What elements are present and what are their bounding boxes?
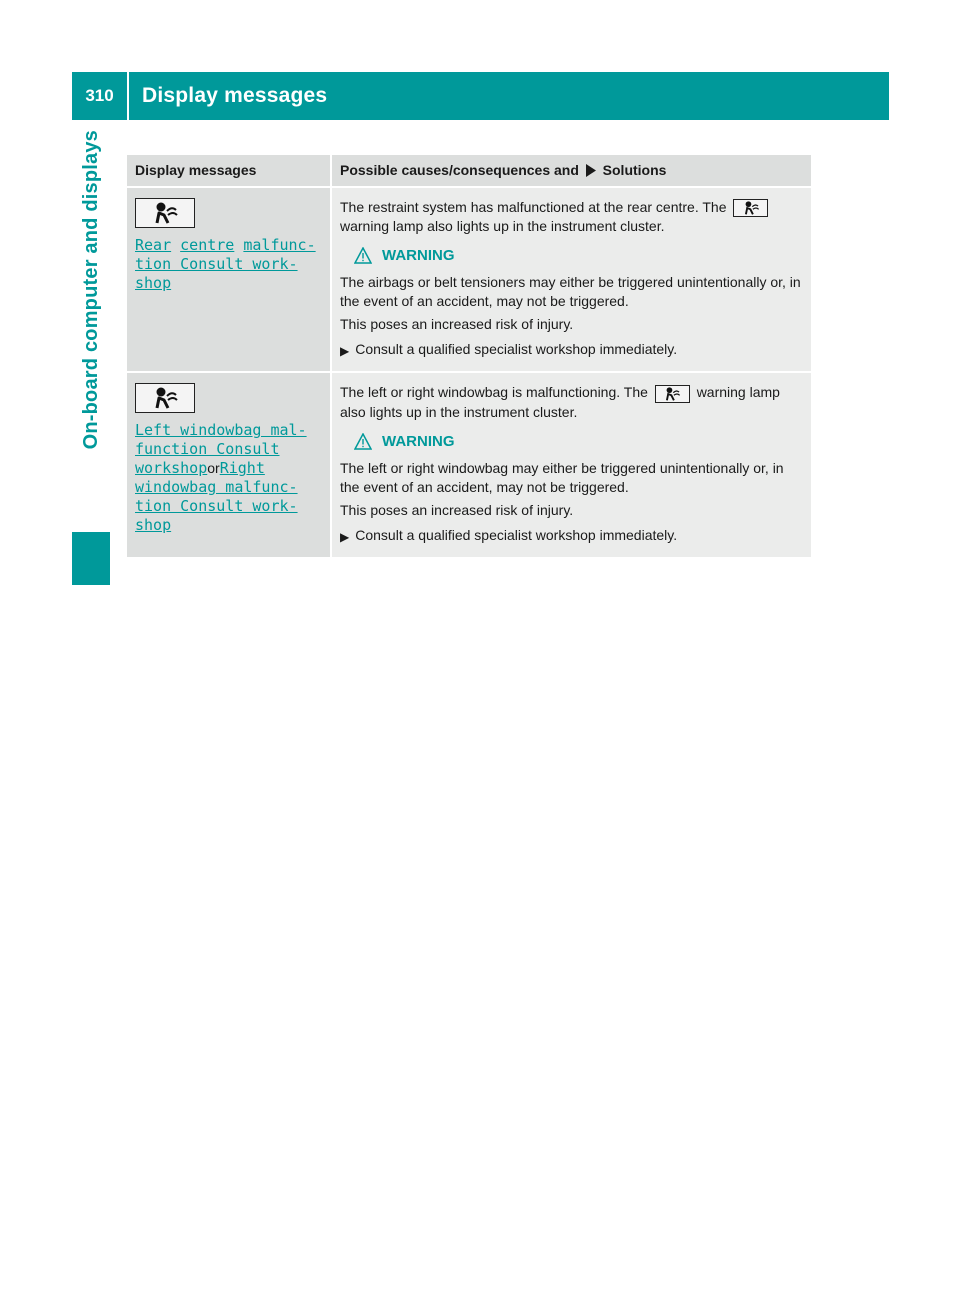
display-message-text <box>135 236 322 293</box>
airbag-warning-icon <box>655 385 690 403</box>
step-text: Consult a qualified specialist workshop immediately. <box>355 341 678 358</box>
page-number: 310 <box>72 72 129 120</box>
page-title: Display messages <box>142 84 328 107</box>
message-line: tion Consult work‐ <box>135 255 298 273</box>
message-fragment: Right <box>219 459 265 478</box>
step-arrow-icon: ▶ <box>340 529 350 544</box>
message-line <box>135 236 322 255</box>
cause-text: warning lamp also lights up in the instrument cluster. <box>340 384 780 420</box>
display-messages-table <box>127 155 811 559</box>
warning-heading <box>354 432 803 451</box>
side-tab-marker <box>72 532 110 585</box>
warning-triangle-icon <box>354 433 372 450</box>
message-fragment: Rear <box>135 236 172 254</box>
message-line: Left windowbag mal‐ <box>135 421 307 440</box>
display-message-cell <box>127 372 331 557</box>
risk-text: This poses an increased risk of injury. <box>340 316 574 333</box>
section-side-tab <box>72 130 110 530</box>
col-header-causes-text: Possible causes/consequences and <box>340 162 579 178</box>
col-header-causes <box>331 155 811 187</box>
cause-text: warning lamp also lights up in the instrument cluster. <box>340 218 665 235</box>
message-fragment: workshop <box>135 459 208 478</box>
cause-text: The left or right windowbag is malfunctioning. The <box>340 384 648 401</box>
airbag-warning-icon <box>135 198 195 228</box>
page-header <box>72 72 889 120</box>
table-row <box>127 187 811 372</box>
solution-step <box>340 340 803 361</box>
warning-label: WARNING <box>382 432 455 450</box>
message-line: tion Consult work‐ <box>135 497 298 516</box>
warning-text: The airbags or belt tensioners may either be triggered unintentionally or, in the event of an accident, may not be triggered. <box>340 274 801 310</box>
causes-solutions-cell <box>331 187 811 372</box>
table-row <box>127 372 811 557</box>
display-message-text <box>135 421 322 535</box>
message-fragment: centre <box>180 236 235 254</box>
warning-label: WARNING <box>382 247 455 265</box>
cause-text: The restraint system has malfunctioned at the rear centre. The <box>340 199 727 215</box>
warning-heading <box>354 246 803 265</box>
airbag-warning-icon <box>733 199 768 217</box>
warning-text: The left or right windowbag may either be triggered unintentionally or, in the event of an accident, may not be triggered. <box>340 459 784 495</box>
message-fragment: or <box>207 460 220 477</box>
warning-triangle-icon <box>354 247 372 264</box>
message-line: shop <box>135 274 172 292</box>
causes-solutions-cell <box>331 372 811 557</box>
table-header-row <box>127 155 811 187</box>
cause-description <box>340 198 803 236</box>
section-side-label: On-board computer and displays <box>79 130 102 450</box>
solution-arrow-icon <box>585 164 597 177</box>
step-text: Consult a qualified specialist workshop immediately. <box>355 526 678 543</box>
message-line: function Consult <box>135 440 280 459</box>
solution-step <box>340 526 803 547</box>
message-line: shop <box>135 516 172 535</box>
message-fragment: malfunc‐ <box>243 236 316 254</box>
col-header-solutions-text: Solutions <box>602 162 667 178</box>
cause-description <box>340 383 803 421</box>
col-header-display-messages: Display messages <box>127 155 331 187</box>
airbag-warning-icon <box>135 383 195 413</box>
message-line <box>135 459 322 478</box>
message-line: windowbag malfunc‐ <box>135 478 298 497</box>
display-message-cell <box>127 187 331 372</box>
risk-text: This poses an increased risk of injury. <box>340 501 574 518</box>
step-arrow-icon: ▶ <box>340 344 350 359</box>
